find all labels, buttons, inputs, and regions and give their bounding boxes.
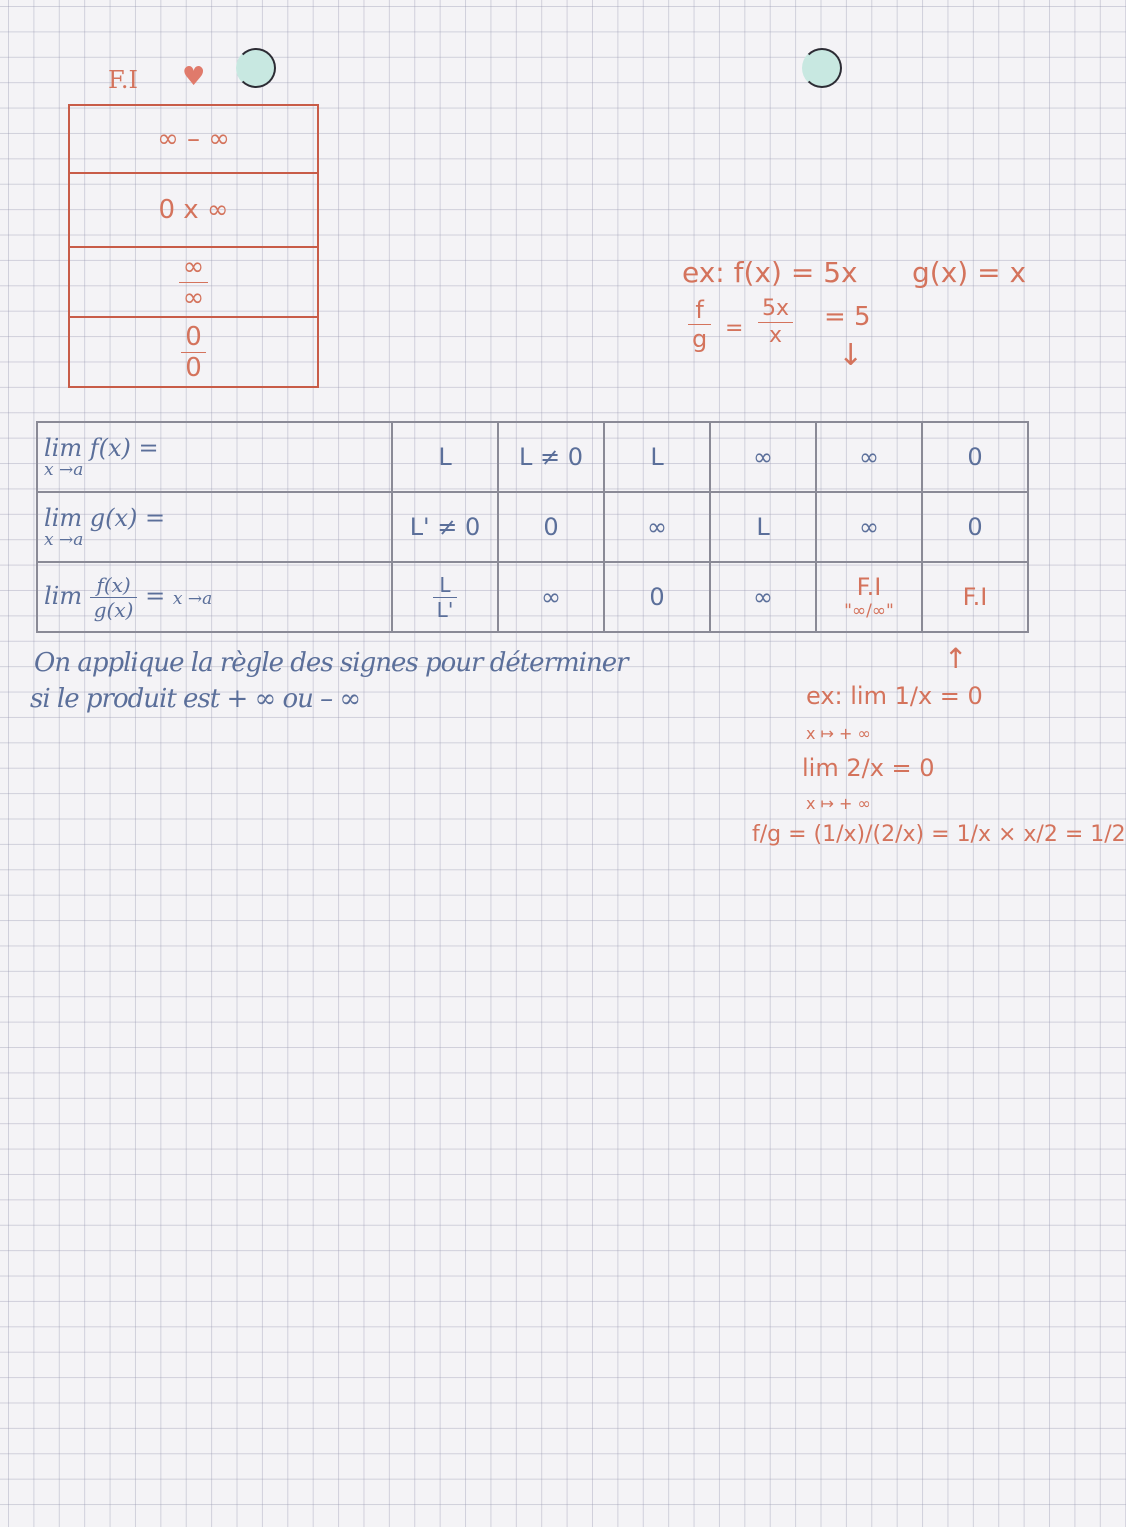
row-label-text: lim g(x) =: [44, 504, 166, 532]
fi-row-inf-over-inf: [69, 247, 318, 317]
fraction-denominator: g(x): [93, 597, 134, 622]
rule-line-2: si le produit est + ∞ ou – ∞: [30, 684, 361, 714]
fraction-denominator: x: [769, 323, 783, 348]
table-cell-fi: [816, 562, 922, 632]
fraction-numerator: f(x): [90, 575, 138, 598]
table-cell: 0: [498, 492, 604, 562]
table-cell: ∞: [816, 422, 922, 492]
example1-f-over-g: [688, 298, 711, 351]
rule-line-1: On applique la règle des signes pour déterminer: [34, 648, 628, 678]
row-label-lim-g: [37, 492, 392, 562]
example2-line-1: ex: lim 1/x = 0: [806, 682, 983, 710]
table-cell: 0: [922, 422, 1028, 492]
table-cell: [392, 562, 498, 632]
example2-line-1-sub: x ↦ + ∞: [806, 724, 871, 743]
fraction-numerator: 0: [181, 324, 206, 353]
table-row: [37, 562, 1028, 632]
row-label-equals: =: [145, 581, 166, 610]
limits-table: [36, 421, 1029, 633]
fraction-denominator: 0: [185, 352, 202, 383]
example-label: ex:: [682, 256, 725, 289]
example2-line-3: f/g = (1/x)/(2/x) = 1/x × x/2 = 1/2: [752, 822, 1126, 847]
row-label-sub: x →a: [44, 530, 84, 550]
table-cell-fi: F.I: [922, 562, 1028, 632]
binder-hole-left: [236, 48, 276, 88]
example1-f-def: [682, 256, 858, 289]
fi-note: "∞/∞": [844, 601, 894, 621]
example2-line-2: lim 2/x = 0: [802, 754, 935, 782]
fraction-denominator: L': [436, 597, 454, 622]
fi-title: F.I: [108, 66, 139, 94]
table-row: [37, 492, 1028, 562]
table-cell: ∞: [816, 492, 922, 562]
fraction-numerator: f: [688, 298, 711, 325]
example2-line-2-sub: x ↦ + ∞: [806, 794, 871, 813]
row-label-sub: x →a: [44, 460, 84, 480]
fraction-numerator: L: [433, 575, 458, 598]
example1-result: = 5: [824, 302, 871, 332]
fi-row-inf-minus-inf: ∞ – ∞: [69, 105, 318, 173]
arrow-down-icon: ↓: [838, 338, 864, 373]
fraction-denominator: g: [692, 325, 708, 353]
f-definition: f(x) = 5x: [733, 256, 858, 289]
heart-icon: ♥: [182, 62, 206, 92]
table-cell: 0: [604, 562, 710, 632]
table-cell: L' ≠ 0: [392, 492, 498, 562]
row-label-lim-f: [37, 422, 392, 492]
table-cell: ∞: [710, 422, 816, 492]
fraction-denominator: ∞: [182, 282, 205, 313]
table-cell: L: [392, 422, 498, 492]
example1-equals: =: [725, 316, 744, 341]
fi-table: [68, 104, 319, 388]
fraction-numerator: 5x: [758, 298, 793, 323]
fi-row-zero-over-zero: [69, 317, 318, 387]
example1-5x-over-x: [758, 298, 793, 347]
fi-row-zero-times-inf: 0 x ∞: [69, 173, 318, 247]
row-label-lim-f-over-g: [37, 562, 392, 632]
table-cell: 0: [922, 492, 1028, 562]
example1-g-def: g(x) = x: [912, 256, 1027, 289]
table-cell: L: [710, 492, 816, 562]
arrow-up-icon: ↑: [944, 642, 968, 675]
table-cell: ∞: [710, 562, 816, 632]
table-cell: ∞: [604, 492, 710, 562]
row-label-text: lim f(x) =: [44, 434, 159, 462]
fi-label: F.I: [856, 573, 882, 601]
row-label-lim: lim: [44, 581, 83, 610]
binder-hole-right: [802, 48, 842, 88]
table-cell: L: [604, 422, 710, 492]
table-row: [37, 422, 1028, 492]
table-cell: ∞: [498, 562, 604, 632]
row-label-sub: x →a: [172, 588, 213, 609]
table-cell: L ≠ 0: [498, 422, 604, 492]
fraction-numerator: ∞: [179, 254, 209, 283]
